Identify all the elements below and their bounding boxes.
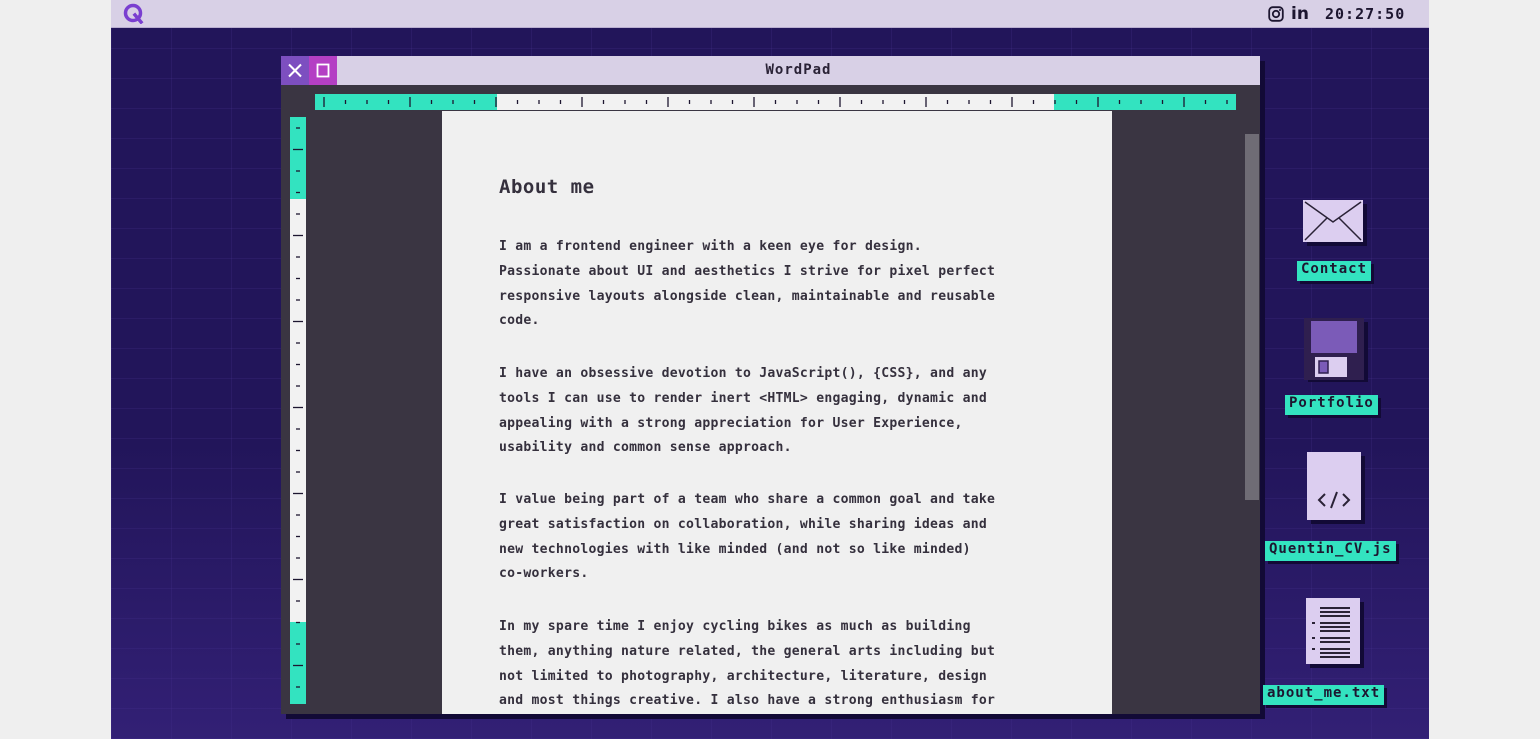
cv-file-shortcut[interactable]: [1253, 450, 1413, 562]
paragraph: In my spare time I enjoy cycling bikes as much as building them, anything nature related, the general arts including but not limited to photography, architecture, literature, design and most things creative. I also have a strong enthusiasm for: [499, 619, 996, 709]
maximize-button[interactable]: [309, 56, 337, 85]
close-button[interactable]: [281, 56, 309, 85]
text-file-icon: [1306, 598, 1366, 670]
code-file-icon: [1307, 452, 1367, 526]
paragraph: I am a frontend engineer with a keen eye for design. Passionate about UI and aesthetics I strive for pixel perfect responsive layouts alongside clean, maintainable and reusable code.: [499, 239, 996, 329]
linkedin-icon[interactable]: in: [1291, 4, 1309, 24]
icon-label: about_me.txt: [1263, 685, 1384, 705]
icon-label: Portfolio: [1285, 395, 1378, 415]
window-title: WordPad: [765, 62, 832, 78]
maximize-icon: [309, 56, 337, 85]
icon-label: Quentin_CV.js: [1265, 541, 1396, 561]
q-logo-icon[interactable]: [123, 3, 144, 24]
wordpad-window: [281, 56, 1260, 714]
document-heading: About me: [499, 176, 595, 198]
contact-shortcut[interactable]: [1253, 196, 1413, 286]
floppy-disk-icon: [1304, 318, 1368, 384]
envelope-icon: [1303, 200, 1367, 246]
window-titlebar[interactable]: [281, 56, 1260, 85]
top-bar: [111, 0, 1429, 28]
icon-label: Contact: [1297, 261, 1371, 281]
clock: 20:27:50: [1325, 5, 1406, 23]
desktop: [111, 0, 1429, 739]
paragraph: I value being part of a team who share a common goal and take great satisfaction on collaboration, while sharing ideas and new technologies with like minded (and not so like minded) co-workers.: [499, 492, 996, 582]
document-page[interactable]: [442, 111, 1112, 714]
portfolio-shortcut[interactable]: [1253, 316, 1413, 420]
paragraph: I have an obsessive devotion to JavaScript(), {CSS}, and any tools I can use to render inert <HTML> engaging, dynamic and appealing with a strong appreciation for User Experience, usability and common sense approach.: [499, 366, 987, 456]
vertical-ruler: [290, 117, 306, 704]
close-icon: [281, 56, 309, 85]
horizontal-ruler: [315, 94, 1236, 110]
instagram-icon[interactable]: [1268, 6, 1284, 22]
about-me-file-shortcut[interactable]: [1253, 596, 1413, 708]
